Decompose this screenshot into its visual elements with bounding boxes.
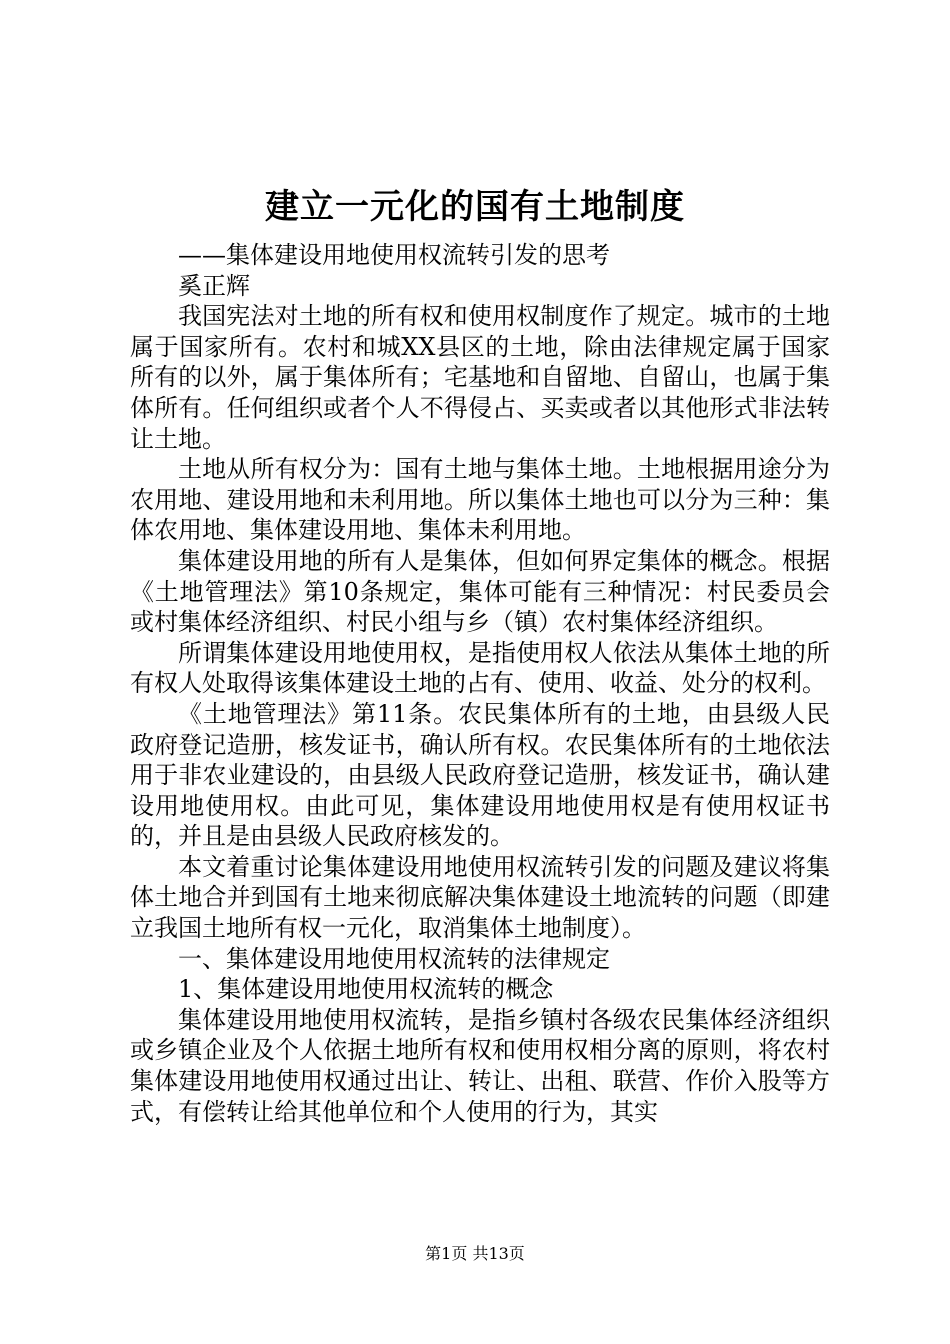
page-footer: 第1页 共13页	[425, 1244, 525, 1263]
subtitle: ——集体建设用地使用权流转引发的思考	[178, 241, 610, 269]
document-body	[130, 240, 830, 1127]
paragraph: 本文着重讨论集体建设用地使用权流转引发的问题及建议将集体土地合并到国有土地来彻底解决集体建设土地流转的问题（即建立我国土地所有权一元化，取消集体土地制度）。	[130, 852, 830, 943]
document-title: 建立一元化的国有土地制度	[265, 187, 685, 227]
author: 奚正辉	[178, 271, 250, 300]
paragraph: 我国宪法对土地的所有权和使用权制度作了规定。城市的土地属于国家所有。农村和城XX县区的土地，除由法律规定属于国家所有的以外，属于集体所有；宅基地和自留地、自留山，也属于集体所有。任何组织或者个人不得侵占、买卖或者以其他形式非法转让土地。	[130, 302, 830, 453]
paragraph: 土地从所有权分为：国有土地与集体土地。土地根据用途分为农用地、建设用地和未利用地。所以集体土地也可以分为三种：集体农用地、集体建设用地、集体未利用地。	[130, 455, 830, 545]
section-heading: 一、集体建设用地使用权流转的法律规定	[178, 944, 610, 973]
paragraph: 《土地管理法》第11条。农民集体所有的土地，由县级人民政府登记造册，核发证书，确认所有权。农民集体所有的土地依法用于非农业建设的，由县级人民政府登记造册，核发证书，确认建设用地使用权。由此可见，集体建设用地使用权是有使用权证书的，并且是由县级人民政府核发的。	[130, 699, 830, 851]
subsection-heading: 1、集体建设用地使用权流转的概念	[178, 975, 554, 1004]
paragraph: 集体建设用地使用权流转，是指乡镇村各级农民集体经济组织或乡镇企业及个人依据土地所有权和使用权相分离的原则，将农村集体建设用地使用权通过出让、转让、出租、联营、作价入股等方式，有偿转让给其他单位和个人使用的行为，其实	[130, 1005, 830, 1126]
paragraph: 集体建设用地的所有人是集体，但如何界定集体的概念。根据《土地管理法》第10条规定，集体可能有三种情况：村民委员会或村集体经济组织、村民小组与乡（镇）农村集体经济组织。	[130, 546, 830, 637]
paragraph: 所谓集体建设用地使用权，是指使用权人依法从集体土地的所有权人处取得该集体建设土地的占有、使用、收益、处分的权利。	[130, 638, 830, 698]
